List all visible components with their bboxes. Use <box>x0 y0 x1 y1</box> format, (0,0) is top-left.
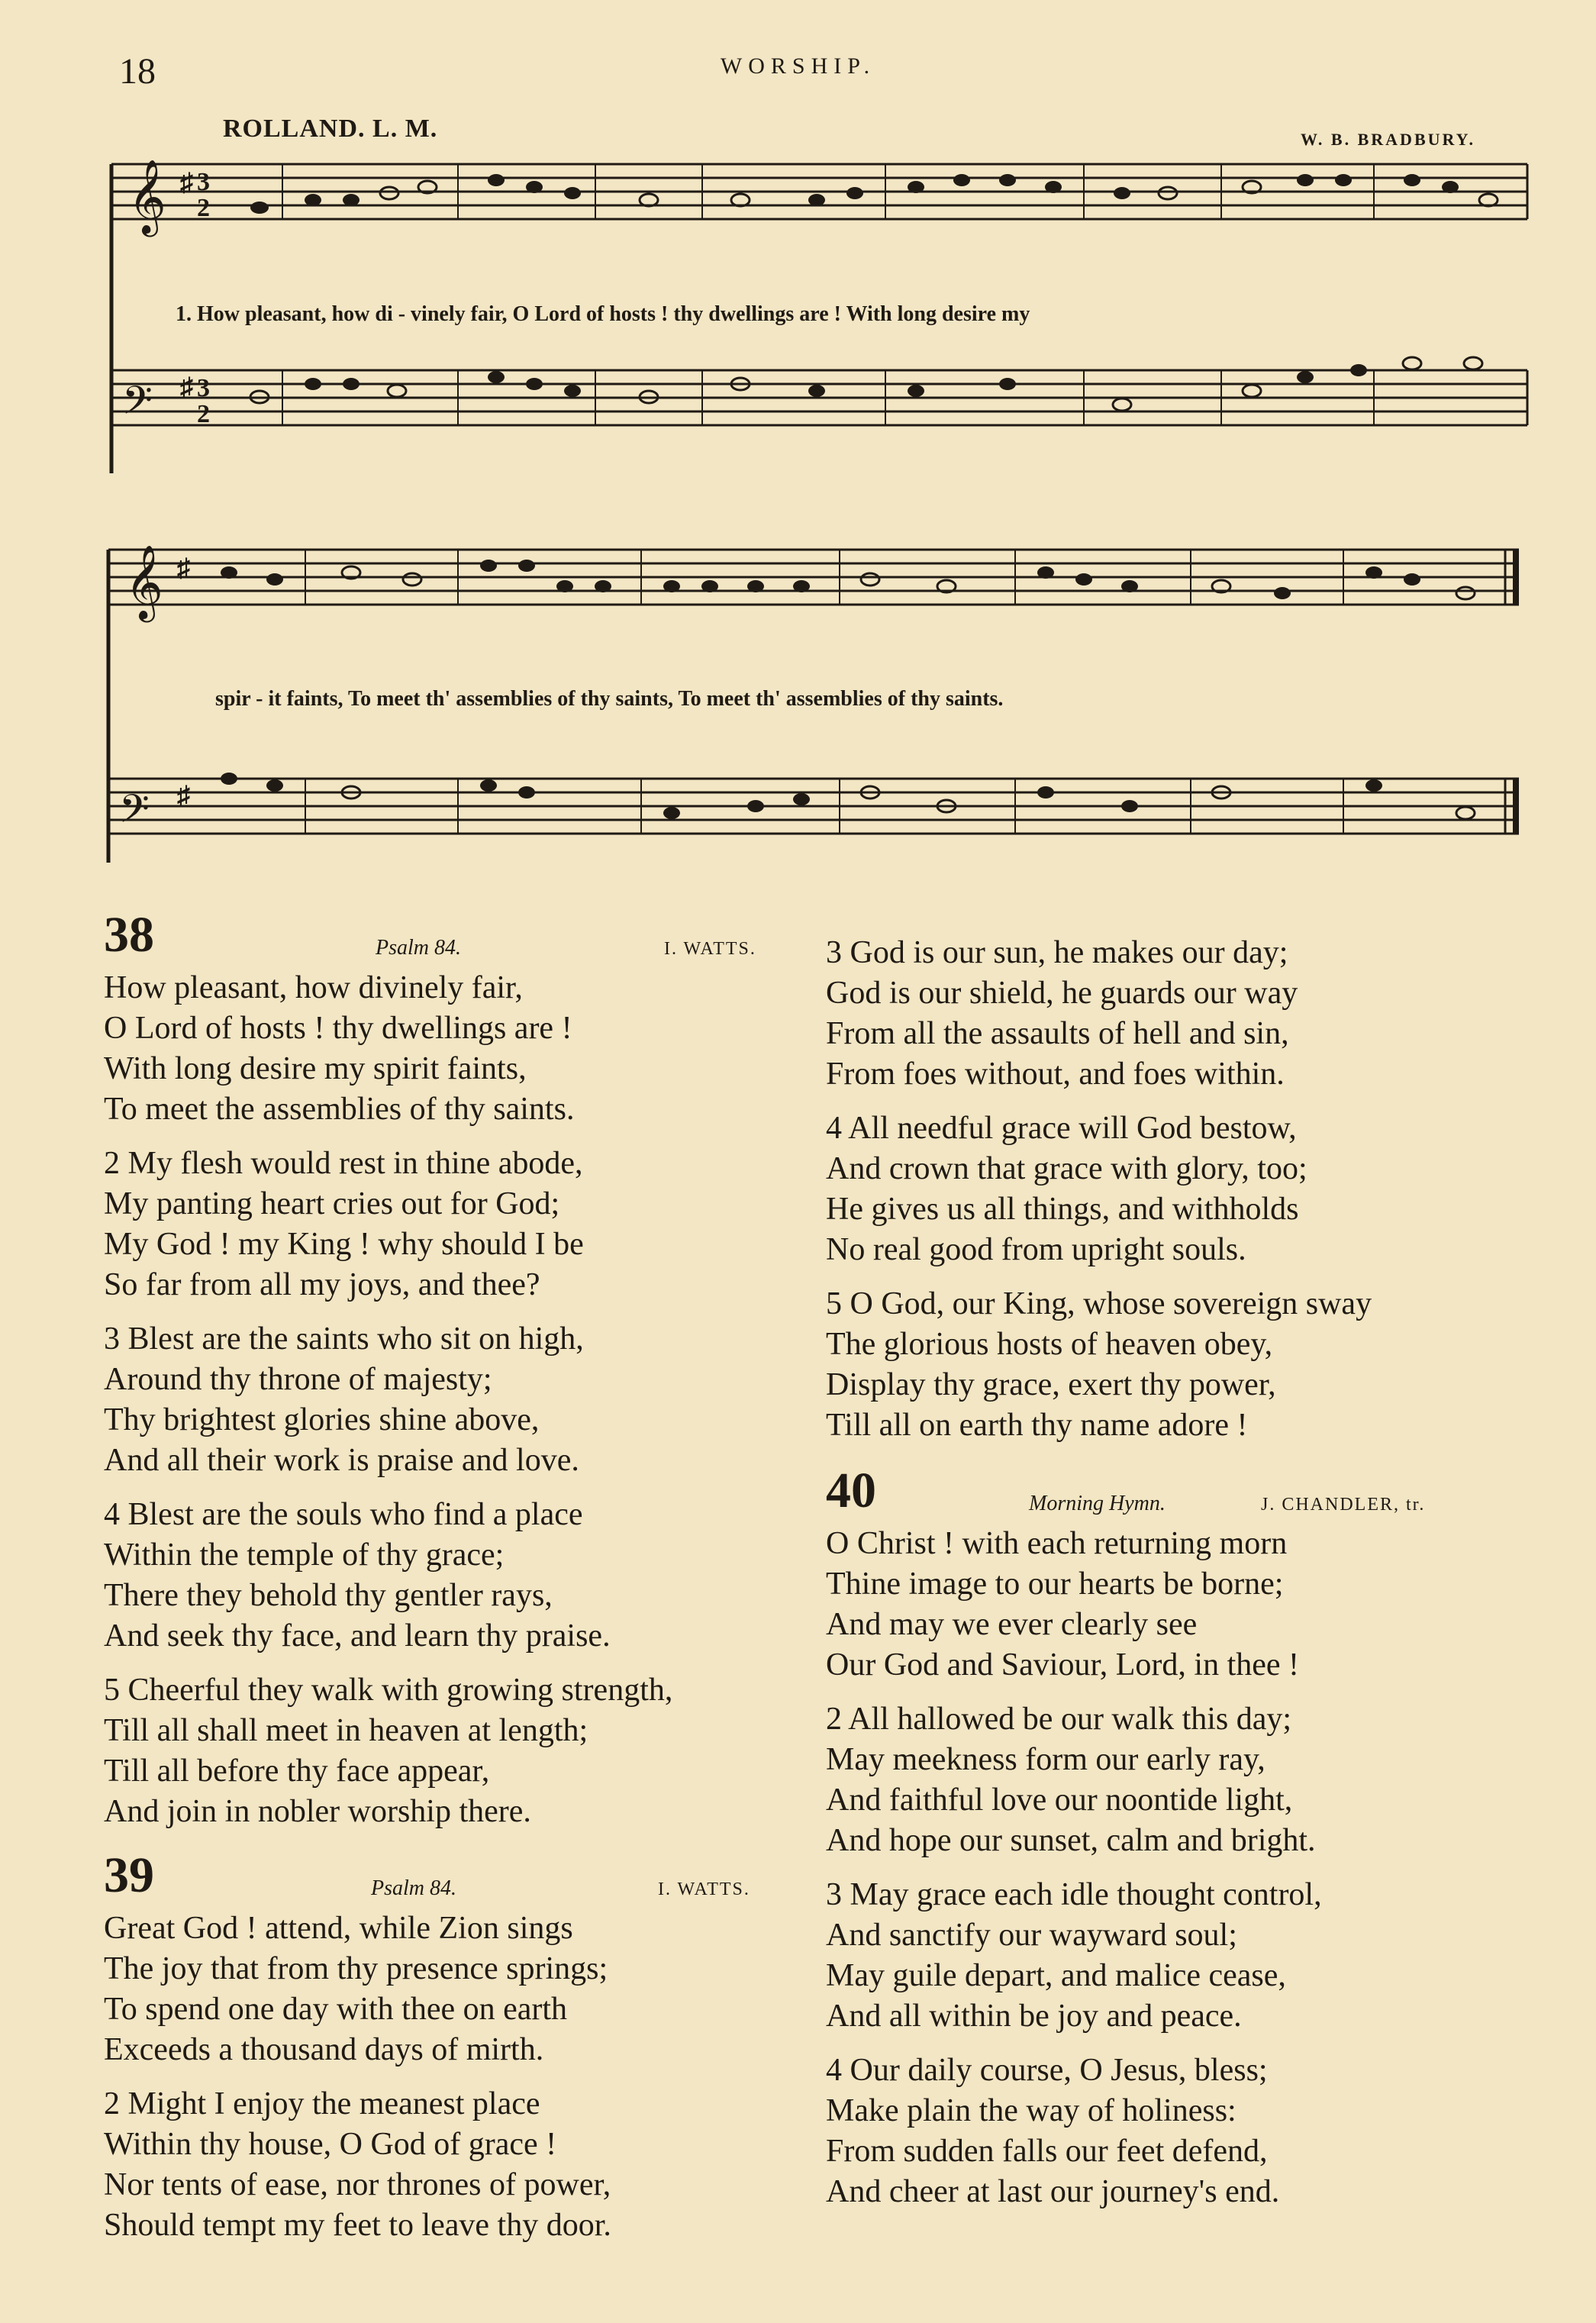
verse <box>826 1699 1528 1861</box>
tune-name: ROLLAND. L. M. <box>223 115 438 143</box>
verse-line: Around thy throne of majesty; <box>104 1362 492 1397</box>
verse <box>826 1875 1528 2037</box>
verse-line: And sanctify our wayward soul; <box>826 1918 1237 1953</box>
verse <box>826 2050 1528 2212</box>
lyric-line-1: 1. How pleasant, how di - vinely fair, O Lord of hosts ! thy dwellings are ! With long desire my <box>176 302 1030 326</box>
verse-line: 2 All hallowed be our walk this day; <box>826 1702 1292 1737</box>
hymn-number: 39 <box>104 1847 154 1903</box>
svg-text:♯: ♯ <box>180 373 193 402</box>
verse-line: From all the assaults of hell and sin, <box>826 1016 1289 1051</box>
verse-line: 5 Cheerful they walk with growing strength, <box>104 1673 673 1708</box>
verse-line: From sudden falls our feet defend, <box>826 2134 1268 2169</box>
verse-line: 3 Blest are the saints who sit on high, <box>104 1321 584 1357</box>
verse-line: My panting heart cries out for God; <box>104 1186 560 1221</box>
verse-line: And hope our sunset, calm and bright. <box>826 1823 1316 1858</box>
hymn-number: 38 <box>104 907 154 963</box>
verse-line: May guile depart, and malice cease, <box>826 1958 1286 1993</box>
verse-line: And all within be joy and peace. <box>826 1999 1242 2034</box>
verse-line: The glorious hosts of heaven obey, <box>826 1327 1273 1362</box>
hymn-author: I. WATTS. <box>658 1879 750 1899</box>
running-head: WORSHIP. <box>720 53 876 79</box>
svg-text:♯: ♯ <box>180 169 193 197</box>
verse-line: 5 O God, our King, whose sovereign sway <box>826 1286 1372 1321</box>
verse-line: And faithful love our noontide light, <box>826 1783 1293 1818</box>
verse-line: O Lord of hosts ! thy dwellings are ! <box>104 1011 572 1046</box>
verse-line: From foes without, and foes within. <box>826 1057 1285 1092</box>
verse <box>104 968 791 1130</box>
verse-line: Thy brightest glories shine above, <box>104 1402 540 1437</box>
svg-text:2: 2 <box>197 400 210 428</box>
verse-line: Within thy house, O God of grace ! <box>104 2127 557 2162</box>
verse-line: 3 God is our sun, he makes our day; <box>826 935 1288 970</box>
verse <box>104 1319 791 1481</box>
verse-line: To meet the assemblies of thy saints. <box>104 1092 575 1127</box>
verse <box>104 2084 791 2246</box>
verse-line: No real good from upright souls. <box>826 1232 1246 1267</box>
verse-line: Till all on earth thy name adore ! <box>826 1408 1248 1443</box>
right-column <box>826 933 1528 2212</box>
verse-line: The joy that from thy presence springs; <box>104 1951 608 1986</box>
verse-line: My God ! my King ! why should I be <box>104 1227 584 1262</box>
verse-line: So far from all my joys, and thee? <box>104 1267 540 1302</box>
verse <box>104 1670 791 1832</box>
svg-text:𝄞: 𝄞 <box>125 544 163 619</box>
hymn-source: Morning Hymn. <box>1029 1492 1166 1515</box>
verse <box>826 1284 1528 1446</box>
hymn-40 <box>826 1463 1528 2212</box>
verse <box>826 933 1528 1095</box>
verse-line: To spend one day with thee on earth <box>104 1992 568 2027</box>
music-system-1 <box>0 0 1596 489</box>
hymn-author: J. CHANDLER, tr. <box>1261 1495 1426 1515</box>
verse-line: 4 All needful grace will God bestow, <box>826 1111 1297 1146</box>
tune-composer: W. B. BRADBURY. <box>1300 130 1475 149</box>
svg-text:3: 3 <box>197 168 210 196</box>
verse <box>104 1144 791 1305</box>
verse-line: God is our shield, he guards our way <box>826 976 1298 1011</box>
verse-line: 2 Might I enjoy the meanest place <box>104 2086 540 2121</box>
verse-line: Our God and Saviour, Lord, in thee ! <box>826 1647 1300 1683</box>
verse-line: Exceeds a thousand days of mirth. <box>104 2032 544 2067</box>
svg-text:♯: ♯ <box>177 554 190 582</box>
hymn-number: 40 <box>826 1463 876 1518</box>
verse-line: O Christ ! with each returning morn <box>826 1526 1288 1561</box>
svg-text:3: 3 <box>197 374 210 402</box>
verse-line: He gives us all things, and withholds <box>826 1192 1299 1227</box>
verse-line: 3 May grace each idle thought control, <box>826 1877 1322 1912</box>
lyric-line-2: spir - it faints, To meet th' assemblies of thy saints, To meet th' assemblies of thy saints. <box>215 687 1004 711</box>
verse-line: And seek thy face, and learn thy praise. <box>104 1618 611 1654</box>
verse-line: There they behold thy gentler rays, <box>104 1578 553 1613</box>
svg-text:♯: ♯ <box>177 782 190 810</box>
hymn-source: Psalm 84. <box>371 1876 456 1900</box>
verse-line: And crown that grace with glory, too; <box>826 1151 1307 1186</box>
page-number: 18 <box>119 51 156 92</box>
verse-line: Till all before thy face appear, <box>104 1754 490 1789</box>
svg-text:𝄞: 𝄞 <box>128 159 166 234</box>
verse-line: Till all shall meet in heaven at length; <box>104 1713 588 1748</box>
verse-line: How pleasant, how divinely fair, <box>104 970 523 1005</box>
verse-line: Make plain the way of holiness: <box>826 2093 1236 2128</box>
verse-line: Should tempt my feet to leave thy door. <box>104 2208 611 2243</box>
verse <box>104 1495 791 1657</box>
svg-text:2: 2 <box>197 194 210 222</box>
verse-line: Thine image to our hearts be borne; <box>826 1566 1284 1602</box>
verse-line: With long desire my spirit faints, <box>104 1051 527 1086</box>
left-column <box>104 907 791 2246</box>
verse <box>826 1108 1528 1270</box>
svg-text:𝄢: 𝄢 <box>119 786 150 841</box>
verse-line: Nor tents of ease, nor thrones of power, <box>104 2167 611 2202</box>
hymn-39 <box>104 1847 791 2246</box>
verse-line: And cheer at last our journey's end. <box>826 2174 1280 2209</box>
verse <box>826 1524 1528 1686</box>
hymn-author: I. WATTS. <box>664 939 756 959</box>
verse-line: And join in nobler worship there. <box>104 1794 531 1829</box>
verse-line: 4 Blest are the souls who find a place <box>104 1497 583 1532</box>
verse-line: 4 Our daily course, O Jesus, bless; <box>826 2053 1268 2088</box>
verse-line: Great God ! attend, while Zion sings <box>104 1911 573 1946</box>
verse-line: May meekness form our early ray, <box>826 1742 1266 1777</box>
verse-line: Within the temple of thy grace; <box>104 1537 505 1573</box>
verse-line: And may we ever clearly see <box>826 1607 1198 1642</box>
verse <box>104 1908 791 2070</box>
verse-line: And all their work is praise and love. <box>104 1443 579 1478</box>
hymn-source: Psalm 84. <box>376 936 461 960</box>
svg-text:𝄢: 𝄢 <box>122 377 153 433</box>
verse-line: 2 My flesh would rest in thine abode, <box>104 1146 583 1181</box>
hymn-38 <box>104 907 791 1832</box>
verse-line: Display thy grace, exert thy power, <box>826 1367 1276 1402</box>
